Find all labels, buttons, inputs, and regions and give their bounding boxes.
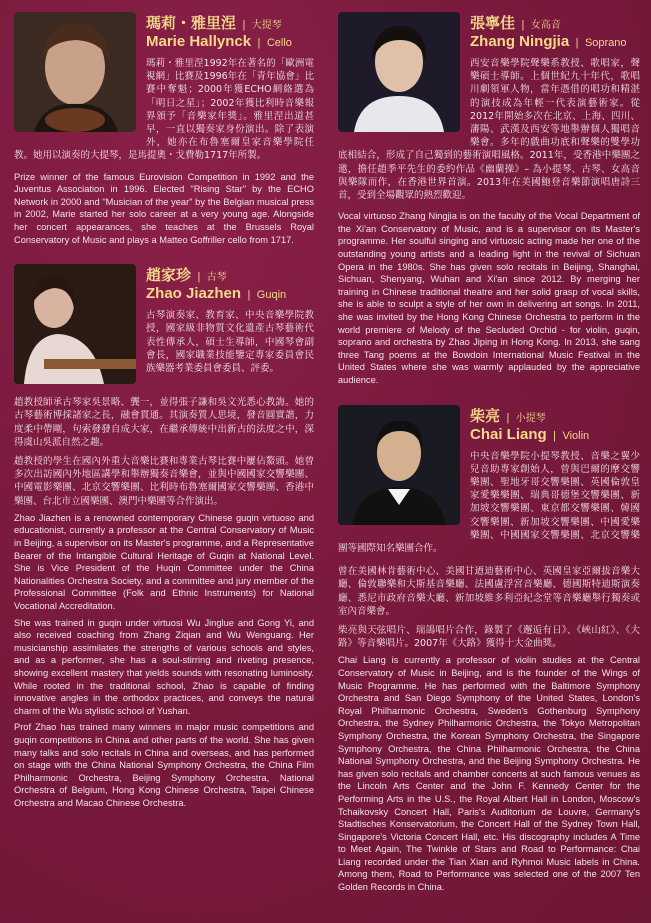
- separator: |: [575, 37, 579, 49]
- bio-zh-3: 趙教授的學生在國內外重大音樂比賽和專業古琴比賽中屢佔鰲頭。她曾多次出訪國內外地區講學和舉辦獨奏音樂會，並與中國國家交響樂團、中國電影樂團、北京交響樂團、比利時布魯塞爾國家交響樂團、香港中樂團、台北市立國樂團、澳門中樂團等合作演出。: [14, 456, 314, 507]
- name-zh: 張寧佳: [470, 14, 516, 32]
- bio-zh: 瑪莉・雅里涅1992年在著名的「歐洲電視網」比賽及1996年在「青年協會」比賽中奪魁；2000年獲ECHO網絡選為「明日之星」；2002年獲比利時音樂報界頒予「音樂家年獎」。雅里涅出道甚早，一直以獨奏家身份演出。除了表演外，她亦在布魯塞爾皇家音樂學院任教。她用以演奏的大提琴，是馬提奧・戈費勒1717年所製。: [14, 58, 314, 162]
- bio-en: Prize winner of the famous Eurovision Competition in 1992 and the Juventus Association in 1996. Elected "Rising Star" by the ECHO Network in 2000 and "Musician of the year" by the Belgian musical press in 2002, Marie started her solo career at a very young age. Alongside her concert appearances, she teaches at the Brussels Royal Conservatory of Music and plays a Matteo Goffriller cello from 1717.: [14, 171, 314, 245]
- role-en: Cello: [266, 37, 292, 49]
- bio-chai-liang: [338, 405, 640, 894]
- role-zh: 大提琴: [251, 20, 282, 31]
- bio-zhang-ningjia: [338, 12, 640, 387]
- bio-zh-2: 趙教授師承古琴家吳景略、龔一，並得張子謙和吳文光悉心教誨。她的古琴藝術博採諸家之長，融會貫通。其演奏質人思境，發音圓實諧，力度柔中帶剛，句索發發自成大家，在繼承傳統中出新古的法度之中，深得虞山吳派自然之趣。: [14, 397, 314, 448]
- separator: |: [242, 19, 246, 31]
- bio-zh-2: 曾在美國林肯藝術中心、美國甘迺迪藝術中心、英國皇家亞爾拔音樂大廳、倫敦聯樂和大斯基音樂廳、法國盧浮宮音樂廳、德國斯特迪斯演奏廳、悉尼市政府音樂大廳、新加坡維多利亞紀念堂等音樂廳舉行獨奏或室內音樂會。: [338, 566, 640, 617]
- bio-en-3: Prof Zhao has trained many winners in major music competitions and guqin competitions in China and other parts of the world. She has given many talks and solo recitals in China and overseas, and has performed on stage with the China National Symphony Orchestra, the China Film Philharmonic Orchestra, Beijing Symphony Orchestra, National Orchestra of Belgium, Hong Kong Chinese Orchestra, Taipei Chinese Orchestra and Macao Chinese Orchestra.: [14, 722, 314, 808]
- separator: |: [197, 271, 201, 284]
- role-en: Guqin: [256, 289, 287, 302]
- bio-en: Vocal virtuoso Zhang Ningjia is on the faculty of the Vocal Department of the Xi'an Conservatory of Music, and is a supervisor on its Master's programme. Her soulful singing and virtuosic acting made her one of the outstanding young artists and a leading light in the revival of Sichuan Opera in the 1980s. She has given solo recitals in Beijing, Shanghai, Sichuan, Shenyang, Wuhan and Xi'an since 2012. By merging her training in Chinese traditional theatre and her solid grasp of vocal skills, she is able to sculpt a style of her own in delivering art songs. In 2011, she was invited by the Hong Kong Chinese Orchestra to perform in the world premiere of Melody of the Secluded Orchid - for violin, guqin, soprano and orchestra by Zhao Jiping in Hong Kong. In 2013, she sang three Tang poems at the Bowdoin International Music Festival in the United States where she was warmly applauded by the appreciative audience.: [338, 211, 640, 385]
- bio-zh-1: 古琴演奏家、教育家、中央音樂學院教授，國家級非物質文化遺產古琴藝術代表性傳承人，碩士生導師，中國琴會副會長，國家職業技能鑒定專家委員會民族樂器考業委員會委員、評委。: [146, 310, 314, 374]
- bio-zh-1: 中央音樂學院小提琴教授、音樂之翼少兒音助專家創始人，曾與巴爾的摩交響樂團、聖地牙哥交響樂團、英國倫敦皇家愛樂樂團、瑞典哥德堡交響樂團、新加坡交響樂團、東京都交響樂團、韓國交響樂團、新加坡交響樂團、中國愛樂樂團、中國國家交響樂團、北京交響樂團等國際知名樂團合作。: [338, 450, 640, 554]
- bio-en: Chai Liang is currently a professor of violin studies at the Central Conservatory of Music in Beijing, and is the founder of the Wings of Music Programme. He has performed with the Baltimore Symphony Orchestra and San Diego Symphony of the United States, London's Royal Philharmonic Orchestra, Sweden's Gothenburg Symphony Orchestra, the Sydney Philharmonic Orchestra, the Tokyo Metropolitan Symphony Orchestra, the Korean Symphony Orchestra, the Singapore Symphony Orchestra, the China Philharmonic Orchestra, the China National Symphony Orchestra, and the Beijing Symphony Orchestra. He has given solo recitals and chamber concerts at such famous venues as the Lincoln Arts Center and the John F. Kennedy Center for the Performing Arts in the U.S., the Royal Albert Hall in London, Moscow's Tchaikovsky Concert Hall, Paris's Auditorium de Louvre, Germany's Stadtisches Konservatorium, the Concert Hall of the Sydney Town Hall, Singapore's Victoria Concert Hall, etc. His discography includes A Time to Meet Again, The Twinkle of Stars and Road to Performance: Chai Liang recorded under the Tian Xian and Ryhmoi Music labels in China. Among them, Road to Performance was selected one of the 2007 Ten Golden Records in China.: [338, 655, 640, 893]
- name-en: Zhao Jiazhen: [146, 285, 242, 303]
- role-en: Soprano: [584, 37, 627, 49]
- photo-chai-liang: [338, 405, 460, 525]
- name-zh: 趙家珍: [146, 266, 192, 285]
- name-zh: 柴亮: [470, 406, 501, 425]
- photo-zhang-ningjia: [338, 12, 460, 132]
- separator: |: [257, 37, 261, 49]
- name-en: Chai Liang: [470, 425, 547, 443]
- role-zh: 女高音: [530, 20, 561, 31]
- bio-zh-3: 柴亮與天弦唱片、瑞鴿唱片合作，錄製了《邂逅有日》、《峽山紅》、《大路》等音樂唱片。2007年《大路》獲得十大金曲獎。: [338, 624, 640, 650]
- bio-en-2: She was trained in guqin under virtuosi Wu Jinglue and Gong Yi, and also received coaching from Zhang Ziqian and Wu Wenguang. Her musicianship assimilates the strengths of various schools and styles, and as a performer, she has a soul-stirring and riveting presence, showing excellent mastery that yields sounds with resonating luminosity. While rooted in the traditional school, Zhao is capable of finding innovative angles in the orthodox practices, and conveys the natural charm of the Wu stylistic school of Yushan.: [14, 617, 314, 716]
- right-column: [338, 12, 640, 912]
- separator: |: [506, 411, 510, 424]
- photo-zhao-jiazhen: [14, 264, 136, 384]
- name-en: Marie Hallynck: [146, 33, 252, 50]
- separator: |: [247, 289, 251, 302]
- separator: |: [553, 429, 556, 442]
- bio-marie-hallynck: [14, 12, 314, 246]
- photo-marie-hallynck: [14, 12, 136, 132]
- left-column: [14, 12, 314, 827]
- role-en: Violin: [562, 429, 590, 442]
- role-zh: 古琴: [206, 272, 227, 284]
- name-zh: 瑪莉・雅里涅: [146, 14, 237, 32]
- separator: |: [521, 19, 525, 31]
- role-zh: 小提琴: [515, 412, 546, 424]
- bio-zh: 西安音樂學院聲樂系教授、歌唱家，聲樂碩士導師。上個世紀九十年代，歌唱川劇領軍人物，當年憑借的唱功和精湛的演技成為年輕一代表演藝術家。從2012年開始多次在北京、上海、四川、瀋陽、武漢及西安等地舉辦個人獨唱音樂會。多年的戲曲功底和聲樂的雙學功底相結合，形成了自己獨到的藝術演唱風格。2011年，受香港中樂團之邀，擔任趙季平先生的委約作品《幽蘭操》– 為小提琴、古琴、女高音與樂隊而作，在香港世界首演。2013年在美國鮑登音樂節演唱唐詩三首，受到全場觀眾的熱烈歡迎。: [338, 58, 640, 202]
- bio-zhao-jiazhen: [14, 264, 314, 809]
- name-en: Zhang Ningjia: [470, 33, 570, 50]
- bio-en-1: Zhao Jiazhen is a renowned contemporary Chinese guqin virtuoso and educationist, currently a professor at the Central Conservatory of Music in Beijing, a supervisor on its Master's programme, and a Representative Bearer of the Intangible Cultural Heritage of Guqin at National Level. She is Vice President of the Huqin Committee under the China Nationalities Orchestra Society, and a committee and jury member of the Professional Committee (Folk and Ethnic Instruments) for National Vocational Accreditation.: [14, 512, 314, 611]
